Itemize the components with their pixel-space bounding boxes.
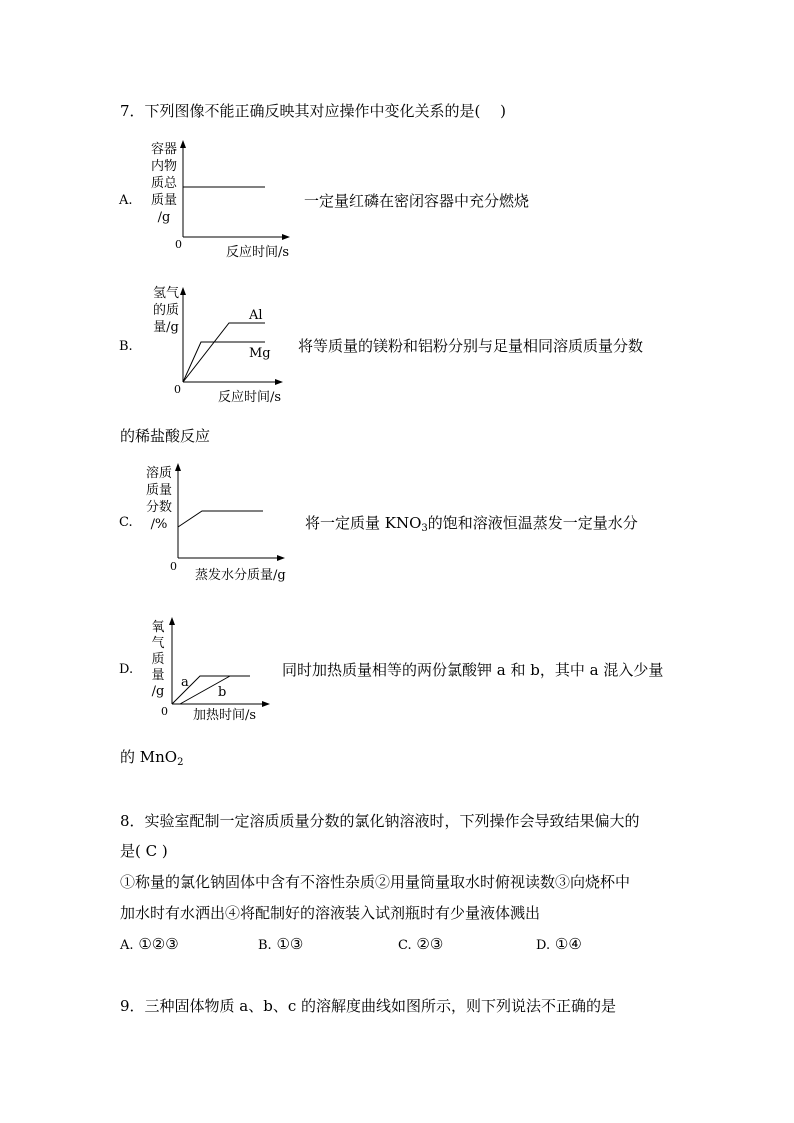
ylabel-line: 容器 <box>150 142 177 157</box>
question-8-option-c <box>398 935 443 954</box>
ylabel-line: /% <box>150 517 168 532</box>
ylabel-line: 质 <box>151 652 165 667</box>
curve-label-al: Al <box>249 308 263 323</box>
text-part: 的饱和溶液恒温蒸发一定量水分 <box>427 514 638 532</box>
option-text: ①④ <box>554 935 582 953</box>
ylabel-line: 质量 <box>150 193 177 208</box>
ylabel-line: 氧 <box>151 620 165 635</box>
option-d-xlabel: 加热时间/s <box>193 708 257 723</box>
subscript: 3 <box>421 523 428 534</box>
option-b-xlabel: 反应时间/s <box>218 390 282 405</box>
option-letter: A. <box>120 938 134 953</box>
option-letter: B. <box>258 938 272 953</box>
ylabel-line: 氢气 <box>152 286 179 301</box>
ylabel-line: 质量 <box>145 483 172 498</box>
ylabel-line: 气 <box>151 636 165 651</box>
option-b-origin: 0 <box>174 383 181 396</box>
option-d-letter: D. <box>119 662 134 677</box>
ylabel-line: 量/g <box>153 320 179 335</box>
x-axis-arrow-icon <box>262 701 270 707</box>
text-part: 的 MnO <box>120 748 178 766</box>
question-8-option-b <box>258 935 303 954</box>
option-a-text: 一定量红磷在密闭容器中充分燃烧 <box>304 192 530 210</box>
curve-b <box>180 676 230 704</box>
ylabel-line: 的质 <box>152 303 179 318</box>
option-letter: C. <box>398 938 412 953</box>
curve-a <box>172 676 250 704</box>
curve-label-mg: Mg <box>249 346 271 361</box>
question-8-option-a <box>120 935 179 954</box>
option-text: ①③ <box>276 935 304 953</box>
curve-label-a: a <box>181 675 189 690</box>
option-a-xlabel: 反应时间/s <box>226 245 290 260</box>
option-text: ①②③ <box>138 935 179 953</box>
ylabel-line: 量 <box>151 668 165 683</box>
question-8-stem-line1: 8．实验室配制一定溶质质量分数的氯化钠溶液时，下列操作会导致结果偏大的 <box>120 812 640 830</box>
ylabel-line: 质总 <box>150 176 177 191</box>
question-9-stem: 9．三种固体物质 a、b、c 的溶解度曲线如图所示，则下列说法不正确的是 <box>120 997 617 1015</box>
option-d-text: 同时加热质量相等的两份氯酸钾 a 和 b，其中 a 混入少量 <box>282 661 664 679</box>
curve-label-b: b <box>218 685 227 700</box>
option-text: ②③ <box>416 935 444 953</box>
ylabel-line: /g <box>157 210 171 225</box>
ylabel-line: 溶质 <box>145 466 172 481</box>
question-7-stem: 7．下列图像不能正确反映其对应操作中变化关系的是( ) <box>120 102 507 120</box>
text-part: 将一定质量 KNO <box>305 514 422 532</box>
question-8-stem-line2: 是( C ) <box>120 842 168 860</box>
ylabel-line: 内物 <box>150 159 177 174</box>
option-c-xlabel: 蒸发水分质量/g <box>195 568 286 583</box>
option-a-origin: 0 <box>175 238 182 251</box>
option-c-origin: 0 <box>170 560 177 573</box>
option-b-text-continued: 的稀盐酸反应 <box>120 427 211 445</box>
option-c-letter: C. <box>119 515 133 530</box>
question-8-option-d <box>536 935 582 954</box>
y-axis-arrow-icon <box>169 617 175 625</box>
option-a-letter: A. <box>119 193 133 208</box>
option-b-text: 将等质量的镁粉和铝粉分别与足量相同溶质质量分数 <box>298 337 644 355</box>
question-8-body-line1: ①称量的氯化钠固体中含有不溶性杂质②用量筒量取水时俯视读数③向烧杯中 <box>120 873 631 891</box>
option-b-letter: B. <box>119 339 133 354</box>
subscript: 2 <box>177 757 184 768</box>
option-letter: D. <box>536 938 551 953</box>
question-8-body-line2: 加水时有水洒出④将配制好的溶液装入试剂瓶时有少量液体溅出 <box>120 904 541 922</box>
ylabel-line: /g <box>151 684 165 699</box>
option-d-origin: 0 <box>161 705 168 718</box>
ylabel-line: 分数 <box>145 500 172 515</box>
